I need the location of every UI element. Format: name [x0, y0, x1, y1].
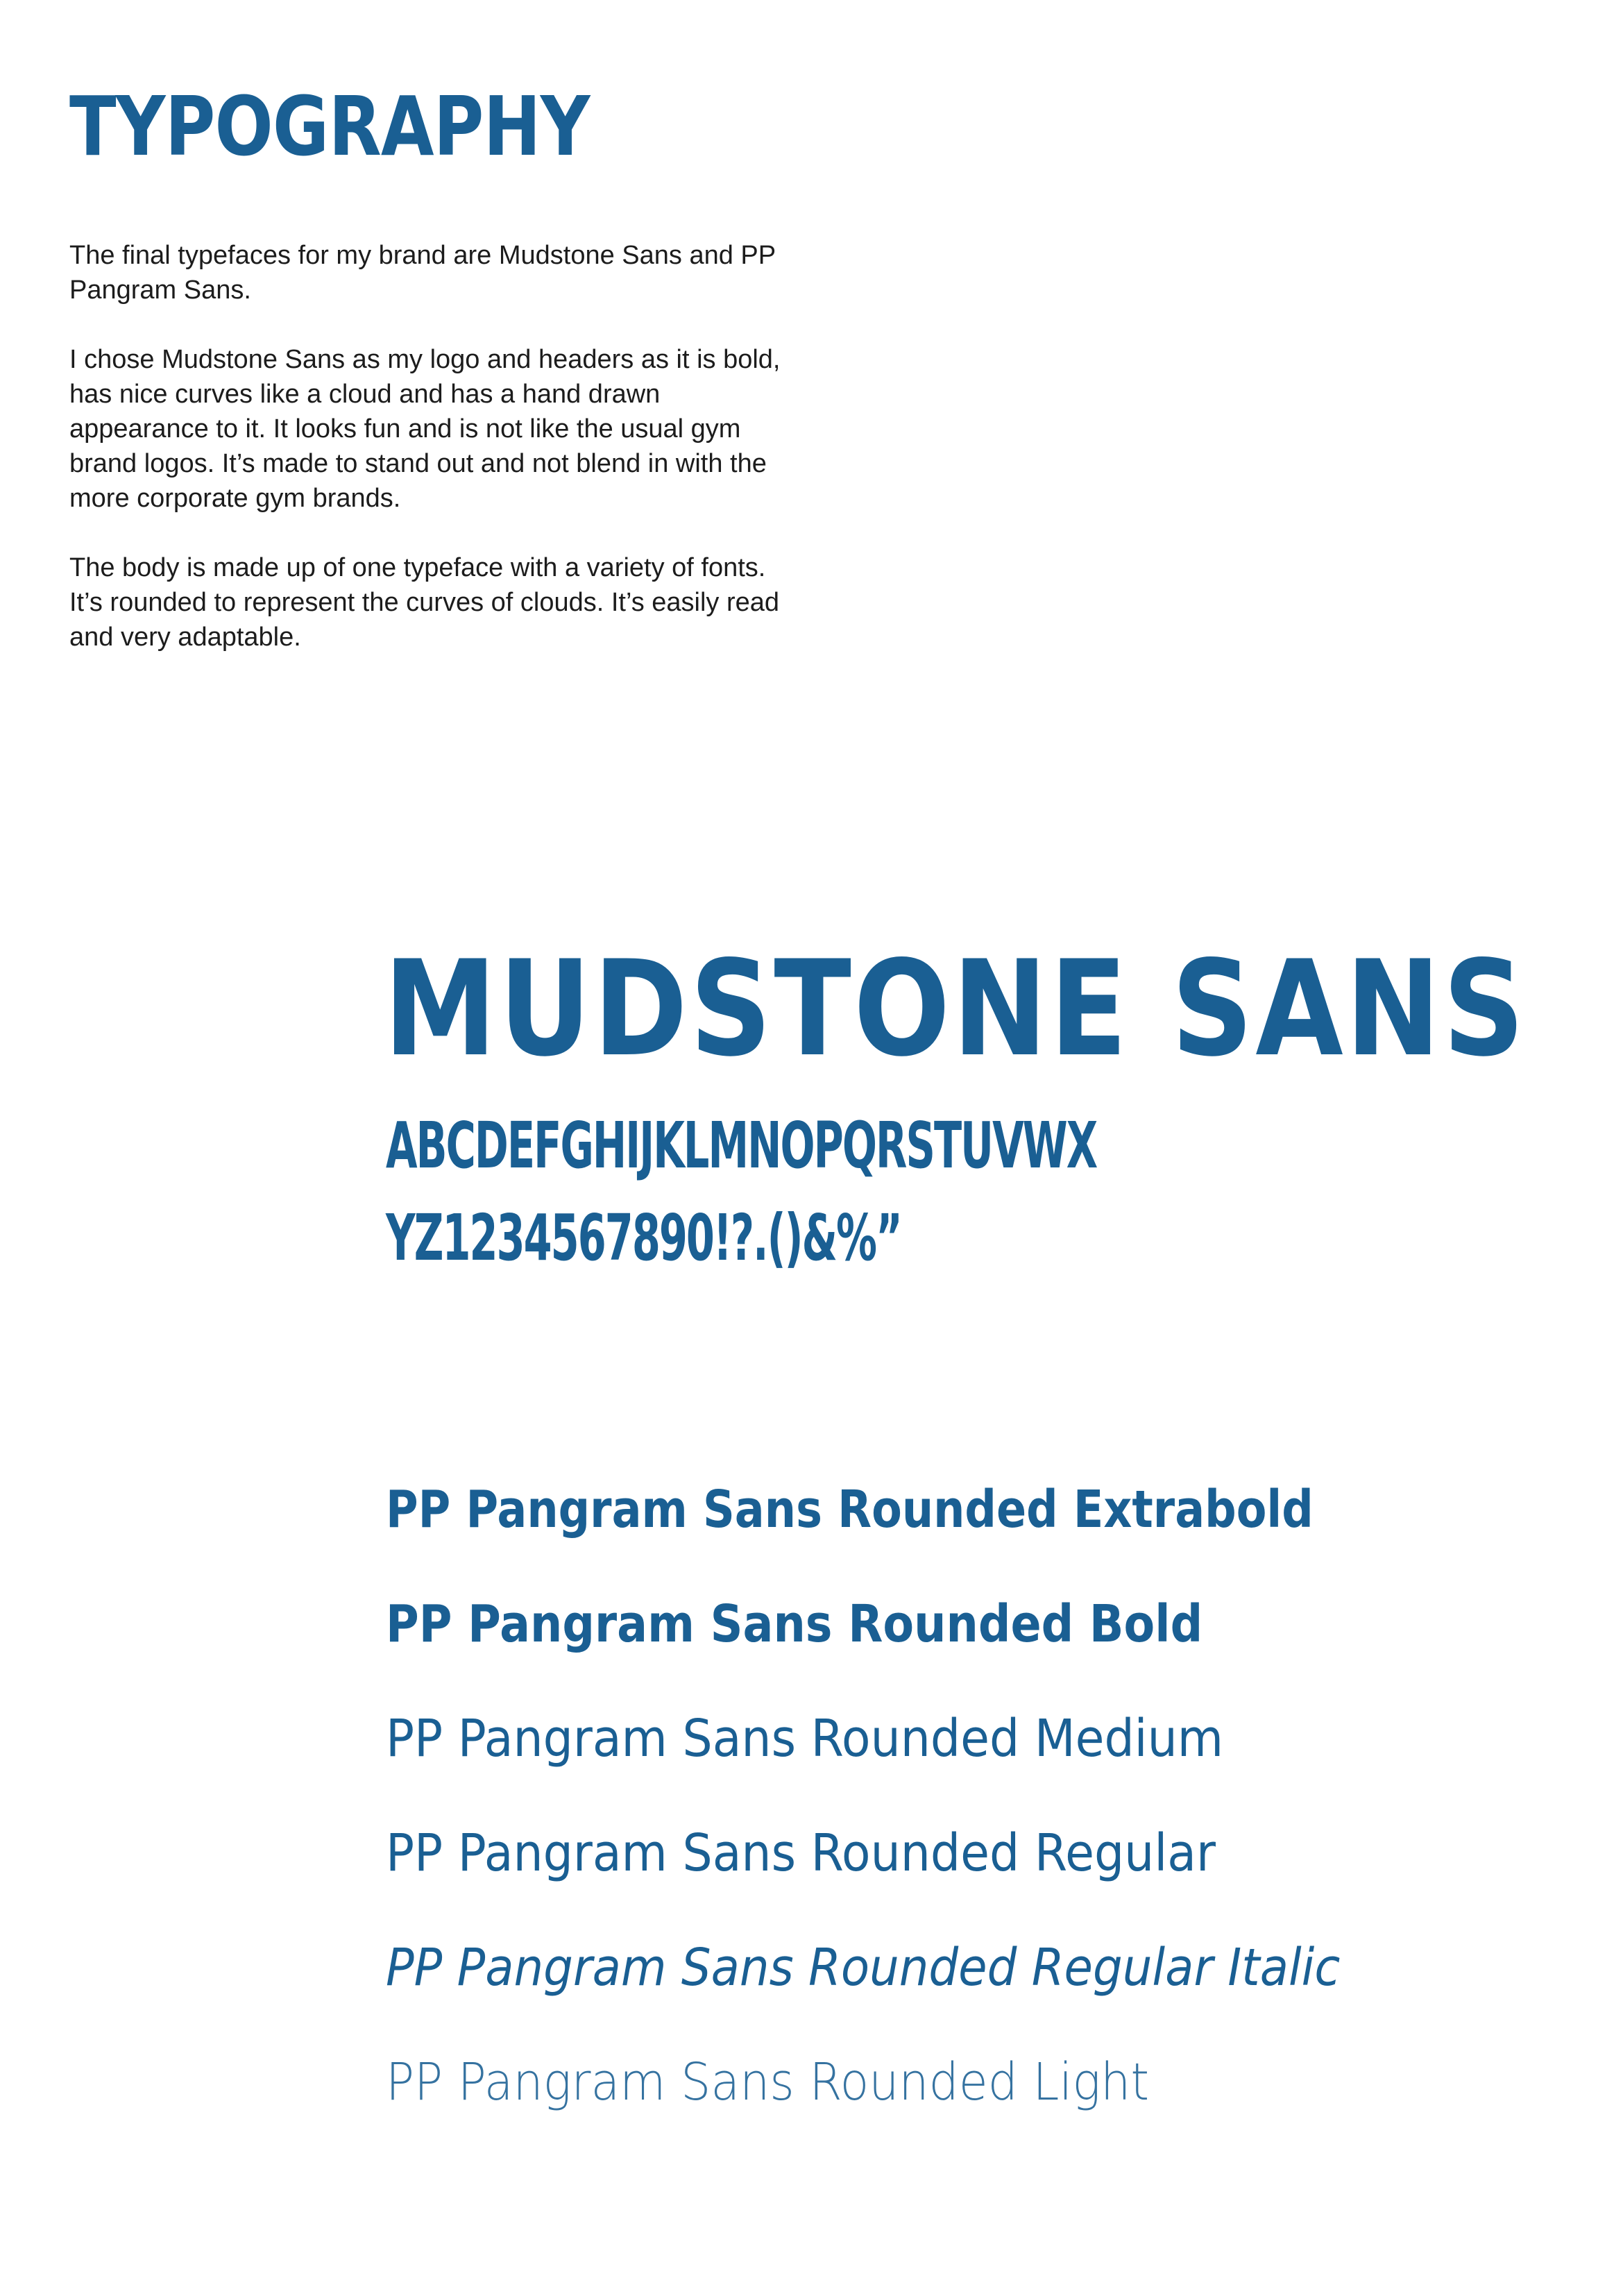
weight-sample-bold: PP Pangram Sans Rounded Bold — [386, 1594, 1203, 1654]
weight-sample-regular: PP Pangram Sans Rounded Regular — [386, 1823, 1216, 1883]
intro-paragraph: The final typefaces for my brand are Mudstone Sans and PP Pangram Sans. — [69, 241, 776, 305]
body-font-weights-list — [386, 1471, 1464, 2159]
display-font-charset-line-2: YZ1234567890!?.()&%” — [386, 1201, 901, 1275]
weight-sample-extrabold: PP Pangram Sans Rounded Extrabold — [386, 1480, 1314, 1539]
intro-paragraph: The body is made up of one typeface with a variety of fonts. It’s rounded to represent the curves of clouds. It’s easily read and very adaptable. — [69, 553, 780, 652]
intro-text — [69, 238, 805, 689]
display-font-charset-line-1: ABCDEFGHIJKLMNOPQRSTUVWX — [386, 1108, 1097, 1183]
weight-sample-light: PP Pangram Sans Rounded Light — [386, 2052, 1150, 2112]
intro-paragraph: I chose Mudstone Sans as my logo and headers as it is bold, has nice curves like a cloud and has a hand drawn appearance to it. It looks fun and is not like the usual gym brand logos. It’s made to stand out and not blend in with the more corporate gym brands. — [69, 345, 781, 513]
weight-sample-regular-italic: PP Pangram Sans Rounded Regular Italic — [386, 1938, 1341, 1998]
weight-sample-medium: PP Pangram Sans Rounded Medium — [386, 1709, 1224, 1769]
display-font-name: MUDSTONE SANS — [384, 932, 1527, 1086]
page-title: TYPOGRAPHY — [69, 78, 590, 174]
